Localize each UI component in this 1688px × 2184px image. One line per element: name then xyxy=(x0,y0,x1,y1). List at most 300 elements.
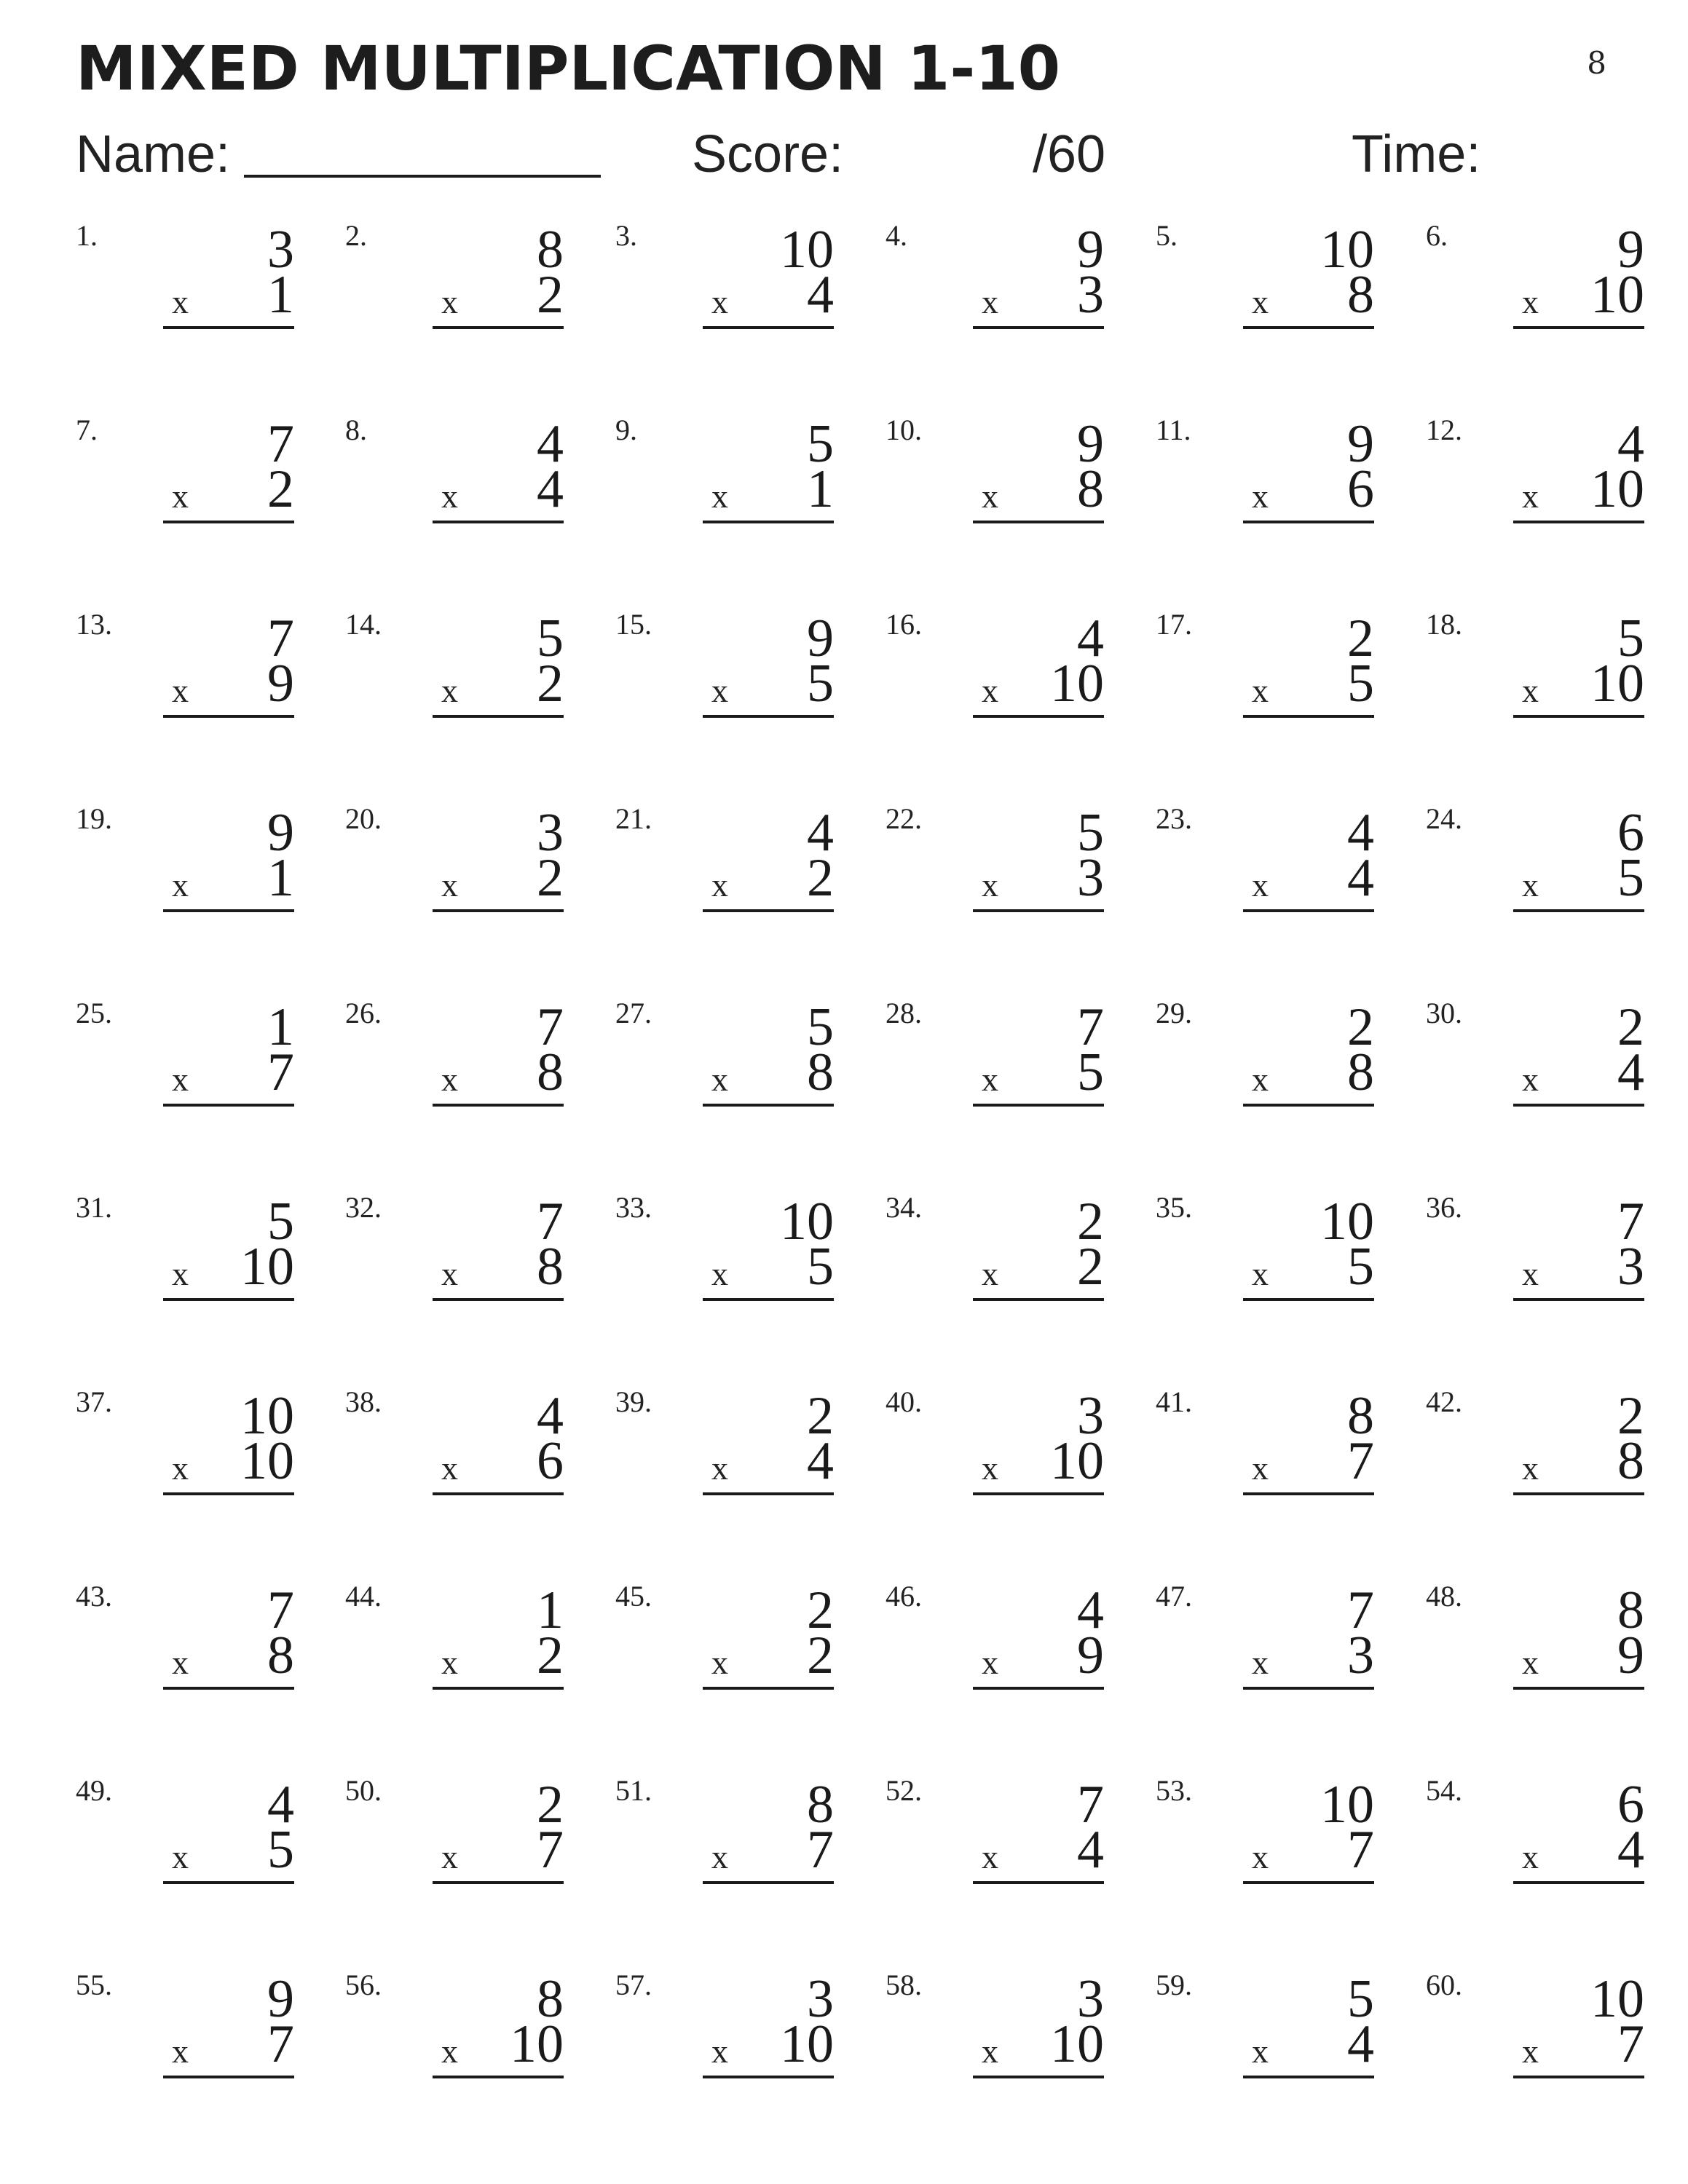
multiplier-row xyxy=(1243,1431,1374,1495)
problem-number: 24. xyxy=(1426,802,1462,835)
problem-item xyxy=(886,999,1104,1108)
problem-item xyxy=(76,610,294,719)
problem-number: 53. xyxy=(1156,1774,1192,1807)
problem-item xyxy=(76,1193,294,1302)
problem-item xyxy=(615,1971,834,2080)
multiplier-row xyxy=(433,265,564,329)
problem-item xyxy=(886,1193,1104,1302)
multiplier-row xyxy=(433,1626,564,1690)
multiplier: 10 xyxy=(1590,265,1644,325)
problem-number: 23. xyxy=(1156,802,1192,835)
multiplier: 2 xyxy=(537,654,564,713)
problem-item xyxy=(1426,999,1644,1108)
problem-number: 4. xyxy=(886,219,907,252)
problem-number: 31. xyxy=(76,1191,112,1224)
problem-number: 22. xyxy=(886,802,922,835)
times-sign: x xyxy=(441,1644,458,1681)
multiplicand: 5 xyxy=(1617,609,1644,668)
multiplier: 7 xyxy=(1347,1431,1374,1491)
problem-number: 10. xyxy=(886,414,922,446)
problem-number: 25. xyxy=(76,997,112,1029)
multiplier: 8 xyxy=(1347,1042,1374,1102)
times-sign: x xyxy=(441,283,458,320)
multiplier-row xyxy=(703,1431,834,1495)
times-sign: x xyxy=(982,1255,998,1292)
multiplier-row xyxy=(973,848,1104,912)
problem-item xyxy=(615,1776,834,1886)
multiplier-row xyxy=(1513,654,1644,718)
multiplier-row xyxy=(433,1431,564,1495)
problem-number: 3. xyxy=(615,219,637,252)
times-sign: x xyxy=(172,2033,189,2070)
multiplier-row xyxy=(163,1431,294,1495)
problem-item xyxy=(615,1385,834,1497)
problem-item xyxy=(615,221,834,331)
problem-item xyxy=(345,416,564,525)
times-sign: x xyxy=(172,283,189,320)
multiplicand: 8 xyxy=(537,220,564,280)
times-sign: x xyxy=(172,672,189,709)
problem-item xyxy=(1156,1193,1374,1302)
times-sign: x xyxy=(711,1449,728,1487)
multiplier: 4 xyxy=(807,1431,834,1491)
multiplicand: 2 xyxy=(1347,997,1374,1057)
multiplicand: 4 xyxy=(807,803,834,863)
multiplier-row xyxy=(973,265,1104,329)
multiplier: 3 xyxy=(1617,1237,1644,1297)
problem-item xyxy=(345,999,564,1108)
problem-item xyxy=(76,999,294,1108)
times-sign: x xyxy=(1252,1838,1269,1875)
times-sign: x xyxy=(441,866,458,903)
problem-item xyxy=(886,1776,1104,1886)
multiplier-row xyxy=(973,1626,1104,1690)
multiplier-row xyxy=(163,459,294,523)
problem-number: 30. xyxy=(1426,997,1462,1029)
multiplier-row xyxy=(163,1237,294,1301)
multiplier: 5 xyxy=(267,1820,294,1880)
multiplicand: 5 xyxy=(807,997,834,1057)
multiplier-row xyxy=(973,1431,1104,1495)
times-sign: x xyxy=(1252,672,1269,709)
times-sign: x xyxy=(441,1838,458,1875)
multiplicand: 7 xyxy=(1347,1580,1374,1640)
problem-item xyxy=(615,999,834,1108)
problem-number: 43. xyxy=(76,1580,112,1613)
times-sign: x xyxy=(982,1449,998,1487)
multiplier: 9 xyxy=(1077,1626,1104,1685)
times-sign: x xyxy=(711,478,728,515)
times-sign: x xyxy=(1522,1061,1539,1098)
multiplicand: 10 xyxy=(780,220,834,280)
problem-item xyxy=(886,804,1104,914)
problem-number: 14. xyxy=(345,608,382,641)
problem-item xyxy=(886,1385,1104,1497)
multiplicand: 8 xyxy=(807,1775,834,1835)
multiplier-row xyxy=(163,848,294,912)
problem-item xyxy=(1426,610,1644,719)
times-sign: x xyxy=(711,1061,728,1098)
multiplicand: 3 xyxy=(1077,1969,1104,2029)
problem-number: 46. xyxy=(886,1580,922,1613)
multiplier: 3 xyxy=(1347,1626,1374,1685)
problem-item xyxy=(1156,999,1374,1108)
multiplicand: 8 xyxy=(1617,1580,1644,1640)
multiplicand: 7 xyxy=(1077,1775,1104,1835)
multiplier-row xyxy=(433,654,564,718)
multiplier: 2 xyxy=(267,459,294,519)
multiplier: 10 xyxy=(1050,1431,1104,1491)
problem-item xyxy=(1156,1582,1374,1691)
times-sign: x xyxy=(441,2033,458,2070)
multiplicand: 8 xyxy=(1347,1386,1374,1446)
multiplicand: 7 xyxy=(1617,1192,1644,1251)
multiplier-row xyxy=(163,1626,294,1690)
problem-item xyxy=(886,221,1104,331)
times-sign: x xyxy=(711,283,728,320)
problem-item xyxy=(76,1385,294,1497)
problem-item xyxy=(615,804,834,914)
problem-number: 8. xyxy=(345,414,367,446)
problem-number: 39. xyxy=(615,1385,652,1418)
multiplicand: 5 xyxy=(1347,1969,1374,2029)
problem-number: 6. xyxy=(1426,219,1448,252)
problem-item xyxy=(345,804,564,914)
multiplier: 2 xyxy=(807,848,834,908)
problem-item xyxy=(1426,804,1644,914)
problem-number: 13. xyxy=(76,608,112,641)
times-sign: x xyxy=(172,478,189,515)
times-sign: x xyxy=(1252,478,1269,515)
times-sign: x xyxy=(1522,1255,1539,1292)
multiplier-row xyxy=(1243,848,1374,912)
multiplicand: 3 xyxy=(537,803,564,863)
multiplier: 7 xyxy=(1617,2014,1644,2074)
multiplier: 8 xyxy=(1077,459,1104,519)
multiplier: 7 xyxy=(267,2014,294,2074)
multiplicand: 4 xyxy=(537,1386,564,1446)
problem-number: 44. xyxy=(345,1580,382,1613)
times-sign: x xyxy=(711,1838,728,1875)
problem-number: 50. xyxy=(345,1774,382,1807)
times-sign: x xyxy=(1522,1838,1539,1875)
times-sign: x xyxy=(1252,2033,1269,2070)
multiplier: 5 xyxy=(1077,1042,1104,1102)
problem-item xyxy=(1426,221,1644,331)
multiplier: 10 xyxy=(780,2014,834,2074)
multiplicand: 10 xyxy=(1590,1969,1644,2029)
problem-number: 57. xyxy=(615,1969,652,2001)
multiplier-row xyxy=(1513,2014,1644,2078)
multiplier: 5 xyxy=(807,1237,834,1297)
multiplier: 8 xyxy=(1347,265,1374,325)
multiplicand: 2 xyxy=(1617,997,1644,1057)
multiplier-row xyxy=(703,1626,834,1690)
multiplicand: 10 xyxy=(1320,1192,1374,1251)
multiplicand: 10 xyxy=(1320,220,1374,280)
problem-item xyxy=(1426,1385,1644,1497)
multiplier: 1 xyxy=(267,265,294,325)
times-sign: x xyxy=(172,1449,189,1487)
multiplicand: 9 xyxy=(267,1969,294,2029)
multiplicand: 2 xyxy=(1077,1192,1104,1251)
multiplier: 4 xyxy=(807,265,834,325)
multiplier: 5 xyxy=(1347,1237,1374,1297)
time-label: Time: xyxy=(1352,125,1481,183)
multiplier-row xyxy=(433,1820,564,1884)
times-sign: x xyxy=(1252,1061,1269,1098)
problem-item xyxy=(345,221,564,331)
multiplier: 4 xyxy=(1617,1042,1644,1102)
times-sign: x xyxy=(1522,2033,1539,2070)
problem-number: 16. xyxy=(886,608,922,641)
problem-number: 55. xyxy=(76,1969,112,2001)
times-sign: x xyxy=(1252,1449,1269,1487)
problem-item xyxy=(886,416,1104,525)
times-sign: x xyxy=(711,2033,728,2070)
multiplier-row xyxy=(703,459,834,523)
multiplier-row xyxy=(163,1820,294,1884)
multiplier-row xyxy=(1243,654,1374,718)
problem-item xyxy=(76,1582,294,1691)
problem-number: 32. xyxy=(345,1191,382,1224)
multiplicand: 7 xyxy=(537,1192,564,1251)
times-sign: x xyxy=(982,1061,998,1098)
multiplier: 2 xyxy=(537,1626,564,1685)
multiplicand: 4 xyxy=(537,414,564,474)
multiplicand: 9 xyxy=(807,609,834,668)
multiplier-row xyxy=(1243,2014,1374,2078)
problem-number: 36. xyxy=(1426,1191,1462,1224)
multiplicand: 4 xyxy=(1617,414,1644,474)
multiplicand: 4 xyxy=(267,1775,294,1835)
multiplicand: 2 xyxy=(807,1580,834,1640)
multiplier: 4 xyxy=(1347,848,1374,908)
multiplier-row xyxy=(1513,1237,1644,1301)
name-label: Name: xyxy=(76,125,231,183)
multiplicand: 9 xyxy=(1617,220,1644,280)
multiplier-row xyxy=(1513,1820,1644,1884)
multiplier: 7 xyxy=(537,1820,564,1880)
multiplier-row xyxy=(973,654,1104,718)
multiplicand: 5 xyxy=(1077,803,1104,863)
multiplier-row xyxy=(1513,1431,1644,1495)
problem-item xyxy=(1426,1582,1644,1691)
multiplicand: 7 xyxy=(267,414,294,474)
page-title: MIXED MULTIPLICATION 1-10 xyxy=(76,33,1061,104)
problem-number: 7. xyxy=(76,414,98,446)
multiplier: 10 xyxy=(240,1431,294,1491)
problem-item xyxy=(1156,1776,1374,1886)
multiplicand: 9 xyxy=(1347,414,1374,474)
times-sign: x xyxy=(441,672,458,709)
multiplier: 7 xyxy=(807,1820,834,1880)
multiplicand: 4 xyxy=(1077,1580,1104,1640)
times-sign: x xyxy=(172,1838,189,1875)
multiplier-row xyxy=(703,654,834,718)
problem-item xyxy=(1426,1971,1644,2080)
multiplicand: 2 xyxy=(1347,609,1374,668)
multiplier: 7 xyxy=(1347,1820,1374,1880)
multiplier: 8 xyxy=(267,1626,294,1685)
times-sign: x xyxy=(982,478,998,515)
multiplier: 10 xyxy=(240,1237,294,1297)
multiplicand: 9 xyxy=(1077,414,1104,474)
problem-item xyxy=(76,221,294,331)
multiplier-row xyxy=(1243,1237,1374,1301)
multiplier-row xyxy=(1243,459,1374,523)
multiplier-row xyxy=(163,654,294,718)
multiplier-row xyxy=(1243,1042,1374,1107)
multiplicand: 1 xyxy=(537,1580,564,1640)
problem-item xyxy=(1426,416,1644,525)
times-sign: x xyxy=(711,672,728,709)
problem-item xyxy=(1156,610,1374,719)
multiplier-row xyxy=(1513,459,1644,523)
multiplier-row xyxy=(163,265,294,329)
multiplicand: 7 xyxy=(267,609,294,668)
multiplicand: 3 xyxy=(807,1969,834,2029)
multiplier-row xyxy=(433,459,564,523)
problem-number: 60. xyxy=(1426,1969,1462,2001)
multiplier-row xyxy=(973,2014,1104,2078)
problem-item xyxy=(886,610,1104,719)
problem-item xyxy=(345,1193,564,1302)
problem-item xyxy=(1156,1385,1374,1497)
score-label: Score: xyxy=(692,125,844,183)
times-sign: x xyxy=(982,283,998,320)
times-sign: x xyxy=(982,866,998,903)
multiplier-row xyxy=(973,1237,1104,1301)
multiplier: 1 xyxy=(807,459,834,519)
times-sign: x xyxy=(1252,1255,1269,1292)
multiplier: 5 xyxy=(1347,654,1374,713)
problem-number: 41. xyxy=(1156,1385,1192,1418)
multiplier: 4 xyxy=(1617,1820,1644,1880)
problem-number: 12. xyxy=(1426,414,1462,446)
multiplier: 8 xyxy=(1617,1431,1644,1491)
multiplier: 3 xyxy=(1077,848,1104,908)
times-sign: x xyxy=(1522,283,1539,320)
page-number: 8 xyxy=(1587,45,1606,81)
problem-number: 11. xyxy=(1156,414,1191,446)
problem-number: 42. xyxy=(1426,1385,1462,1418)
times-sign: x xyxy=(172,866,189,903)
multiplier-row xyxy=(973,1820,1104,1884)
multiplier: 8 xyxy=(537,1237,564,1297)
problem-item xyxy=(1156,416,1374,525)
problem-number: 47. xyxy=(1156,1580,1192,1613)
multiplier: 9 xyxy=(1617,1626,1644,1685)
multiplier-row xyxy=(1243,1626,1374,1690)
times-sign: x xyxy=(1522,1644,1539,1681)
multiplicand: 9 xyxy=(1077,220,1104,280)
problem-number: 45. xyxy=(615,1580,652,1613)
problem-number: 35. xyxy=(1156,1191,1192,1224)
score-total: /60 xyxy=(1033,125,1106,183)
problem-number: 49. xyxy=(76,1774,112,1807)
times-sign: x xyxy=(1252,1644,1269,1681)
times-sign: x xyxy=(982,1838,998,1875)
problem-item xyxy=(345,1776,564,1886)
multiplier-row xyxy=(703,265,834,329)
multiplicand: 1 xyxy=(267,997,294,1057)
problem-number: 20. xyxy=(345,802,382,835)
multiplier: 10 xyxy=(510,2014,564,2074)
problem-item xyxy=(345,1385,564,1497)
multiplier: 10 xyxy=(1590,459,1644,519)
multiplicand: 3 xyxy=(267,220,294,280)
problem-item xyxy=(1426,1776,1644,1886)
problem-number: 38. xyxy=(345,1385,382,1418)
multiplicand: 4 xyxy=(1347,803,1374,863)
multiplier-row xyxy=(703,2014,834,2078)
times-sign: x xyxy=(982,2033,998,2070)
problem-number: 18. xyxy=(1426,608,1462,641)
multiplier: 9 xyxy=(267,654,294,713)
multiplier: 5 xyxy=(1617,848,1644,908)
multiplier-row xyxy=(1513,1626,1644,1690)
multiplier: 5 xyxy=(807,654,834,713)
multiplier: 10 xyxy=(1590,654,1644,713)
problem-number: 52. xyxy=(886,1774,922,1807)
multiplier-row xyxy=(703,1237,834,1301)
problem-number: 2. xyxy=(345,219,367,252)
times-sign: x xyxy=(1522,866,1539,903)
problem-number: 19. xyxy=(76,802,112,835)
problem-item xyxy=(615,1582,834,1691)
times-sign: x xyxy=(441,1255,458,1292)
problem-number: 29. xyxy=(1156,997,1192,1029)
problem-number: 27. xyxy=(615,997,652,1029)
multiplier-row xyxy=(163,2014,294,2078)
multiplier-row xyxy=(703,1820,834,1884)
problem-number: 17. xyxy=(1156,608,1192,641)
multiplier-row xyxy=(1513,848,1644,912)
problem-item xyxy=(615,416,834,525)
multiplier: 7 xyxy=(267,1042,294,1102)
multiplicand: 6 xyxy=(1617,803,1644,863)
multiplicand: 8 xyxy=(537,1969,564,2029)
multiplier-row xyxy=(973,1042,1104,1107)
multiplier-row xyxy=(1243,265,1374,329)
problem-number: 15. xyxy=(615,608,652,641)
times-sign: x xyxy=(441,1449,458,1487)
times-sign: x xyxy=(1522,478,1539,515)
times-sign: x xyxy=(711,866,728,903)
multiplicand: 2 xyxy=(807,1386,834,1446)
multiplier-row xyxy=(1513,1042,1644,1107)
problem-item xyxy=(886,1582,1104,1691)
multiplier-row xyxy=(433,1042,564,1107)
problem-item xyxy=(1156,1971,1374,2080)
multiplicand: 6 xyxy=(1617,1775,1644,1835)
multiplicand: 7 xyxy=(537,997,564,1057)
problem-number: 51. xyxy=(615,1774,652,1807)
problem-number: 33. xyxy=(615,1191,652,1224)
multiplier: 6 xyxy=(1347,459,1374,519)
problem-item xyxy=(615,610,834,719)
times-sign: x xyxy=(172,1255,189,1292)
problem-item xyxy=(1156,804,1374,914)
problem-number: 37. xyxy=(76,1385,112,1418)
multiplier: 2 xyxy=(1077,1237,1104,1297)
problem-item xyxy=(76,416,294,525)
multiplier: 10 xyxy=(1050,654,1104,713)
multiplier: 2 xyxy=(537,265,564,325)
times-sign: x xyxy=(982,672,998,709)
times-sign: x xyxy=(711,1644,728,1681)
